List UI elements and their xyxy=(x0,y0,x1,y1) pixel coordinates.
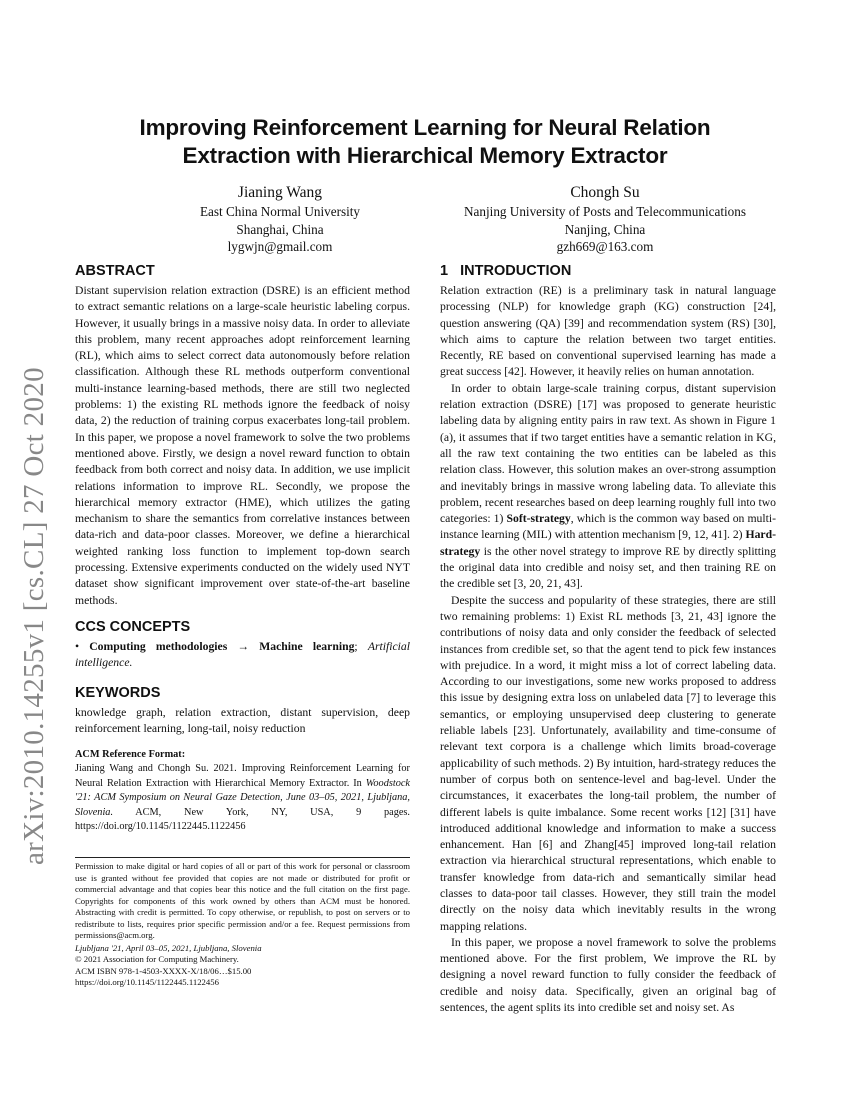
intro-paragraph-4: In this paper, we propose a novel framework to solve the problems mentioned above. For the first problem, We improve the RL by designing a novel reward function to fully consider the feedback of credible and noisy data. Specifically, given an original bag of sentences, the agent splits its into credible set and noisy set. As xyxy=(440,935,776,1015)
acm-reference-section xyxy=(75,748,410,835)
keywords-section xyxy=(75,684,410,738)
term-soft-strategy: Soft-strategy xyxy=(506,512,571,526)
author-email[interactable]: gzh669@163.com xyxy=(556,239,654,254)
paragraph-text: is the other novel strategy to improve RE by directly splitting the original data into credible and noisy set, and then training RE on the credible set [3, 20, 21, 43]. xyxy=(440,544,776,591)
arxiv-identifier: arXiv:2010.14255v1 [cs.CL] 27 Oct 2020 xyxy=(18,367,50,865)
intro-paragraph-3: Despite the success and popularity of these strategies, there are still two remaining problems: 1) Exist RL methods [3, 21, 43] ignore the contributions of noisy data and only consider the feedback of selected instances from credible set, so that the agent tend to pick few instances with prejudice. In a word, it might miss a lot of correct labeling data. According to our investigations, some new works proposed to address this issue by designing extra loss on unlabeled data [7] to leverage this semantics, or employing unsupervised deep clustering to generate reliable labels [23]. Unfortunately, availability and time-consume of relevant text corpora is a challenge which limits broad-coverage applicability of such methods. 2) By intuition, hard-strategy reduces the number of corpus both on sentence-level and bag-level. Under the circumstances, it exacerbates the long-tail problem, the number of different labels is quite imbalance. Some recent works [12] [31] have introduced additional knowledge and information to make a success enhancement. Han [6] and Zhang[45] improved long-tail relation extraction via hierarchical structural representations, which enable to transfer knowledge from data-rich and semantically similar head classes to data-poor tail classes. However, they still train the model directly on the noisy data which inevitably results in the wrong mapping relations. xyxy=(440,593,776,933)
keywords-text: knowledge graph, relation extraction, distant supervision, deep reinforcement learning, long-tail, noisy reduction xyxy=(75,706,410,736)
paper-title xyxy=(60,114,790,170)
ccs-text xyxy=(75,639,410,672)
ccs-heading: CCS CONCEPTS xyxy=(75,619,191,635)
acm-reference-heading: ACM Reference Format: xyxy=(75,749,186,760)
abstract-section xyxy=(75,262,410,609)
author-name: Chongh Su xyxy=(570,184,640,201)
doi-link[interactable]: https://doi.org/10.1145/1122445.1122456 xyxy=(75,977,219,987)
introduction-section xyxy=(440,262,776,1016)
permission-notice: Permission to make digital or hard copies of all or part of this work for personal or classroom use is granted without fee provided that copies are not made or distributed for profit or commercial advantage and that copies bear this notice and the full citation on the first page. Copyrights for components of this work owned by others than ACM must be honored. Abstracting with credit is permitted. To copy otherwise, or republish, to post on servers or to redistribute to lists, requires prior specific permission and/or a fee. Request permissions from permissions@acm.org. xyxy=(75,861,410,940)
author-affiliation: Nanjing University of Posts and Telecommunications xyxy=(464,204,746,219)
isbn-line: ACM ISBN 978-1-4503-XXXX-X/18/06…$15.00 xyxy=(75,965,252,976)
author-block-2 xyxy=(420,183,790,256)
author-affiliation: East China Normal University xyxy=(199,204,361,219)
copyright-footnote xyxy=(75,861,410,989)
abstract-text: Distant supervision relation extraction (DSRE) is an efficient method to extract semantic relations on a large-scale heuristic labeling corpus. However, it usually brings in a massive noisy data. In order to alleviate this problem, many recent approaches adopt reinforcement learning (RL), which aims to select correct data autonomously before relation classification. Although these RL methods outperform conventional multi-instance learning-based methods, there are still two neglected problems: 1) the existing RL methods ignore the feedback of noisy data, 2) the reduction of training corpus exacerbates long-tail problem. In this paper, we propose a novel framework to solve the two problems mentioned above. Firstly, we design a novel reward function to obtain feedback from both correct and noisy data. In addition, we use implicit relations information to improve RL. Secondly, we propose the hierarchical memory extractor (HME), which utilizes the gating mechanism to share the semantics from correlative instances between data-rich and data-poor classes. Moreover, we define a hierarchical weighted ranking loss function to implement top-down search processing. Extensive experiments conducted on the widely used NYT dataset show significant improvement over state-of-the-art baseline methods. xyxy=(75,284,410,607)
author-location: Nanjing, China xyxy=(564,221,646,237)
footnote-divider xyxy=(75,857,410,858)
ccs-subconcept: Artificial intelligence. xyxy=(75,640,411,670)
paragraph-text: In order to obtain large-scale training corpus, distant supervision relation extraction (DSRE) [17] was proposed to generate heuristic labeling data by aligning entity pairs in raw text. As shown in Figure 1 (a), it assumes that if two target entities have a semantic relation in KG, all the raw text containing the two entities can be labeled as this relation class. However, this solution makes an over-strong assumption and inevitably brings in massive wrong labeling data. To alleviate this problem, recent researches based on deep learning roughly full into two categories: 1) xyxy=(440,381,776,526)
author-block-1 xyxy=(140,183,420,256)
introduction-heading: 1 INTRODUCTION xyxy=(440,263,572,279)
author-email[interactable]: lygwjn@gmail.com xyxy=(227,239,333,254)
reference-venue: Woodstock '21: ACM Symposium on Neural Gaze Detection, June 03–05, 2021, Ljubljana, Slovenia. xyxy=(75,777,410,818)
abstract-heading: ABSTRACT xyxy=(75,263,155,279)
acm-reference-text xyxy=(75,762,410,835)
title-line-2: Extraction with Hierarchical Memory Extractor xyxy=(182,143,668,168)
conference-venue: Ljubljana '21, April 03–05, 2021, Ljubljana, Slovenia xyxy=(75,942,262,953)
ccs-section xyxy=(75,618,410,672)
author-name: Jianing Wang xyxy=(237,184,323,201)
ccs-concept: Computing methodologies → Machine learning xyxy=(89,640,355,653)
paragraph-text: , which is the common way based on multi-instance learning (MIL) with attention mechanism [9, 12, 41]. 2) xyxy=(440,512,777,542)
term-hard-strategy: Hard-strategy xyxy=(440,528,776,558)
author-location: Shanghai, China xyxy=(236,221,324,237)
reference-authors-title: Jianing Wang and Chongh Su. 2021. Improving Reinforcement Learning for Neural Relation Extraction with Hierarchical Memory Extractor. In xyxy=(75,763,410,789)
intro-paragraph-2 xyxy=(440,381,776,593)
copyright-line: © 2021 Association for Computing Machinery. xyxy=(75,954,239,964)
ccs-bullet: • xyxy=(75,640,80,653)
intro-paragraph-1: Relation extraction (RE) is a preliminary task in natural language processing (NLP) for knowledge graph (KG) construction [24], question answering (QA) [39] and recommendation system (RS) [30], which aims to capture the relation between two target entities. Recently, RE based on conventional supervised learning has made a great success [42]. However, it heavily relies on human annotation. xyxy=(440,284,776,379)
reference-publisher-doi: ACM, New York, NY, USA, 9 pages. https://doi.org/10.1145/1122445.1122456 xyxy=(75,806,410,832)
title-line-1: Improving Reinforcement Learning for Neural Relation xyxy=(139,115,711,140)
keywords-heading: KEYWORDS xyxy=(75,685,161,701)
ccs-separator: ; xyxy=(354,640,368,653)
